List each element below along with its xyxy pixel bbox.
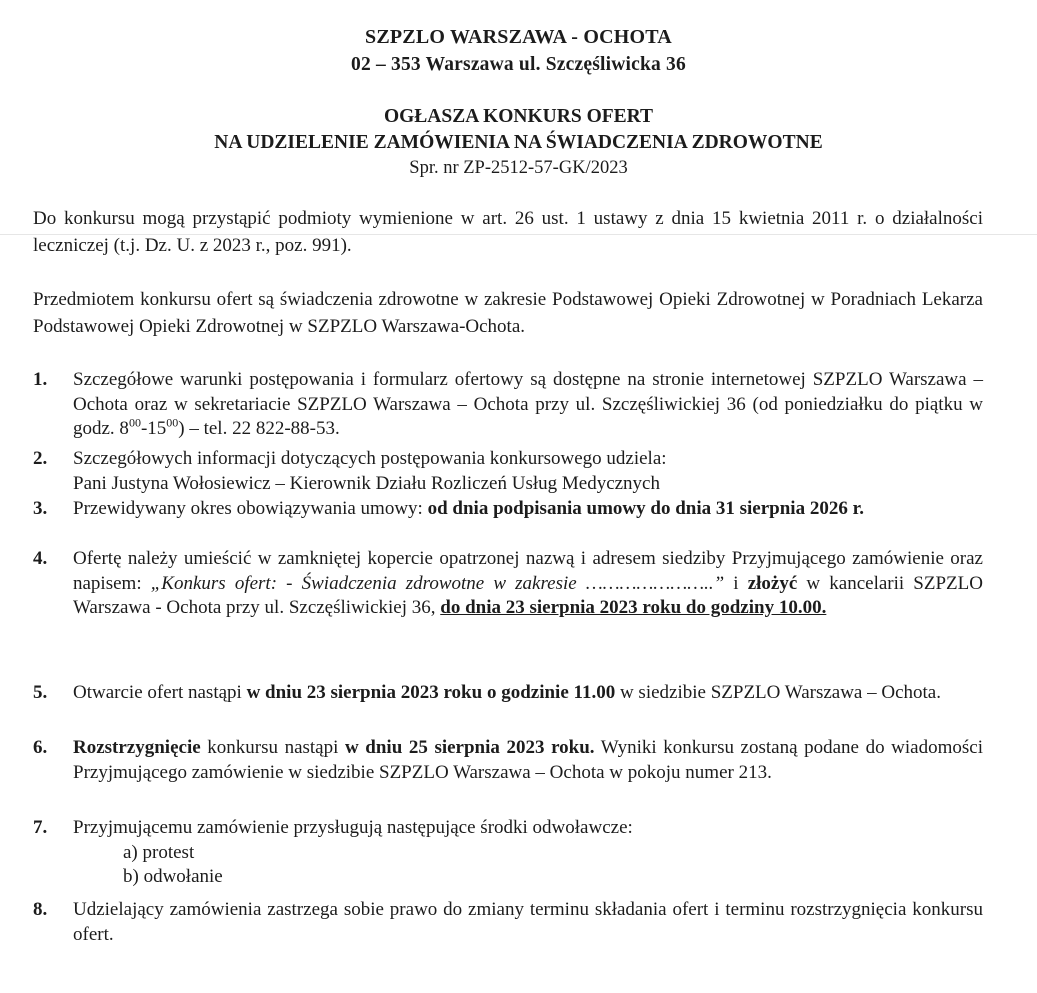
item-text-part: Szczegółowe warunki postępowania i formularz ofertowy są dostępne na stronie internetowej SZPZLO Warszawa – Ochota oraz w sekretariacie SZPZLO Warszawa – Ochota przy ul. Szczęśliwickiej 36 (od poniedziałku do piątku w godz. 8: [73, 369, 983, 439]
organization-address: 02 – 353 Warszawa ul. Szczęśliwicka 36: [351, 54, 686, 75]
item-text-part: i: [724, 572, 748, 594]
item-text: [73, 736, 983, 785]
item-number: 3.: [33, 498, 48, 519]
list-item: [33, 898, 983, 947]
list-item: [33, 368, 983, 442]
resolution-date: w dniu 25 sierpnia 2023 roku.: [344, 737, 595, 758]
opening-date: w dniu 23 sierpnia 2023 roku o godzinie 11.00: [246, 682, 616, 703]
submission-deadline: do dnia 23 sierpnia 2023 roku do godziny 10.00.: [440, 597, 827, 618]
hour-superscript: 00: [166, 415, 179, 430]
appeal-option: a) protest: [123, 841, 195, 863]
item-number: 2.: [33, 448, 48, 469]
list-item: [33, 816, 983, 890]
item-text-part: Rozstrzygnięcie: [73, 737, 201, 758]
item-text: [73, 681, 983, 706]
item-text-part: -15: [140, 418, 167, 439]
item-text-part: ) – tel. 22 822-88-53.: [178, 418, 340, 439]
item-text-line: Pani Justyna Wołosiewicz – Kierownik Działu Rozliczeń Usług Medycznych: [73, 472, 660, 494]
item-text-part: Ofertę należy umieścić w zamkniętej kopercie opatrzonej nazwą i adresem siedziby Przyjmującego zamówienie oraz napisem:: [73, 548, 983, 594]
announcement-title-line2: NA UDZIELENIE ZAMÓWIENIA NA ŚWIADCZENIA ZDROWOTNE: [214, 132, 823, 153]
item-text: [73, 816, 983, 890]
item-text: [73, 547, 983, 621]
item-text-part: w siedzibie SZPZLO Warszawa – Ochota.: [615, 682, 941, 703]
contract-period: od dnia podpisania umowy do dnia 31 sierpnia 2026 r.: [427, 498, 865, 519]
list-item: [33, 547, 983, 621]
announcement-title-line1: OGŁASZA KONKURS OFERT: [383, 106, 654, 127]
item-text-part: Wyniki konkursu zostaną podane do wiadomości Przyjmującego zamówienie w siedzibie SZPZLO Warszawa – Ochota w pokoju numer 213.: [73, 737, 983, 783]
organization-name: SZPZLO WARSZAWA - OCHOTA: [365, 26, 672, 48]
envelope-label-quote: „Konkurs ofert: - Świadczenia zdrowotne w zakresie …………………..”: [150, 572, 725, 594]
item-text-line: Szczegółowych informacji dotyczących postępowania konkursowego udziela:: [73, 448, 667, 469]
appeal-option: b) odwołanie: [123, 866, 223, 887]
item-text-line: Przyjmującemu zamówienie przysługują następujące środki odwoławcze:: [73, 817, 633, 838]
item-text-part: złożyć: [747, 572, 798, 594]
item-text: [73, 447, 983, 496]
item-text: [73, 368, 983, 442]
intro-paragraph-eligibility: Do konkursu mogą przystąpić podmioty wymienione w art. 26 ust. 1 ustawy z dnia 15 kwietnia 2011 r. o działalności leczniczej (t.j. Dz. U. z 2023 r., poz. 991).: [33, 208, 983, 256]
list-item: [33, 681, 983, 706]
hour-superscript: 00: [128, 415, 141, 430]
item-text-part: Otwarcie ofert nastąpi: [73, 682, 247, 703]
item-text: Udzielający zamówienia zastrzega sobie prawo do zmiany terminu składania ofert i terminu rozstrzygnięcia konkursu ofert.: [73, 899, 983, 945]
item-number: 4.: [33, 548, 48, 569]
reference-number: Spr. nr ZP-2512-57-GK/2023: [409, 158, 628, 178]
item-text-part: konkursu nastąpi: [200, 737, 345, 758]
item-text: [73, 497, 983, 522]
item-number: 7.: [33, 817, 48, 838]
item-text-part: Przewidywany okres obowiązywania umowy:: [73, 498, 428, 519]
item-number: 6.: [33, 737, 48, 758]
item-text-part: w kancelarii SZPZLO Warszawa - Ochota przy ul. Szczęśliwickiej 36,: [73, 572, 983, 618]
item-number: 5.: [33, 682, 48, 703]
item-number: 1.: [33, 369, 48, 390]
list-item: [33, 497, 983, 522]
intro-paragraph-subject: Przedmiotem konkursu ofert są świadczenia zdrowotne w zakresie Podstawowej Opieki Zdrowotnej w Poradniach Lekarza Podstawowej Opieki Zdrowotnej w SZPZLO Warszawa-Ochota.: [33, 289, 983, 337]
list-item: [33, 736, 983, 785]
list-item: [33, 447, 983, 496]
item-number: 8.: [33, 899, 48, 920]
